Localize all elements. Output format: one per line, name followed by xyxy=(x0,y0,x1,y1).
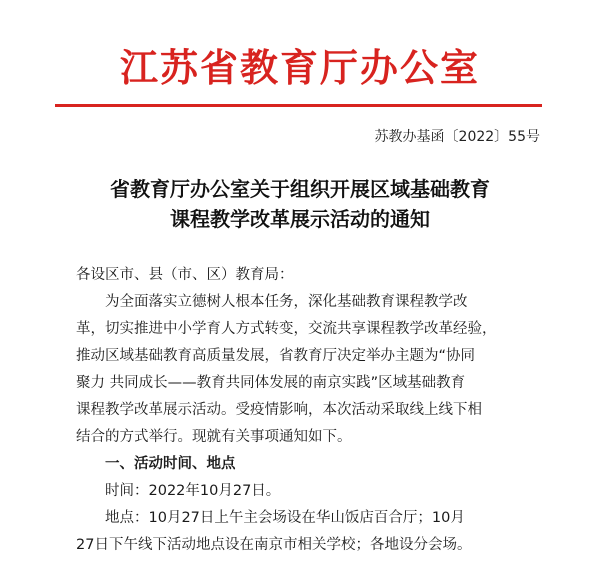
salutation: 各设区市、县（市、区）教育局： xyxy=(76,267,294,283)
location-line: 27日下午线下活动地点设在南京市相关学校；各地设分会场。 xyxy=(76,537,472,553)
time-line: 时间：2022年10月27日。 xyxy=(105,483,281,499)
section-heading: 一、活动时间、地点 xyxy=(105,456,236,472)
issuing-office-title: 江苏省教育厅办公室 xyxy=(119,45,480,90)
paragraph-line: 课程教学改革展示活动。受疫情影响，本次活动采取线上线下相 xyxy=(76,402,482,418)
paragraph-line: 结合的方式举行。现就有关事项通知如下。 xyxy=(76,429,352,445)
document-number: 苏教办基函〔2022〕55号 xyxy=(374,129,540,145)
notice-title-line-1: 省教育厅办公室关于组织开展区域基础教育 xyxy=(110,177,490,201)
paragraph-line: 为全面落实立德树人根本任务，深化基础教育课程教学改 xyxy=(105,294,468,310)
notice-body xyxy=(76,262,546,559)
location-line: 地点：10月27日上午主会场设在华山饭店百合厅；10月 xyxy=(105,510,465,526)
paragraph-line: 革，切实推进中小学育人方式转变，交流共享课程教学改革经验， xyxy=(76,321,497,337)
red-divider-line xyxy=(55,104,542,107)
notice-title-line-2: 课程教学改革展示活动的通知 xyxy=(170,207,430,231)
paragraph-line: 聚力 共同成长——教育共同体发展的南京实践”区域基础教育 xyxy=(76,375,466,391)
paragraph-line: 推动区域基础教育高质量发展，省教育厅决定举办主题为“协同 xyxy=(76,348,476,364)
notice-title xyxy=(0,174,600,234)
